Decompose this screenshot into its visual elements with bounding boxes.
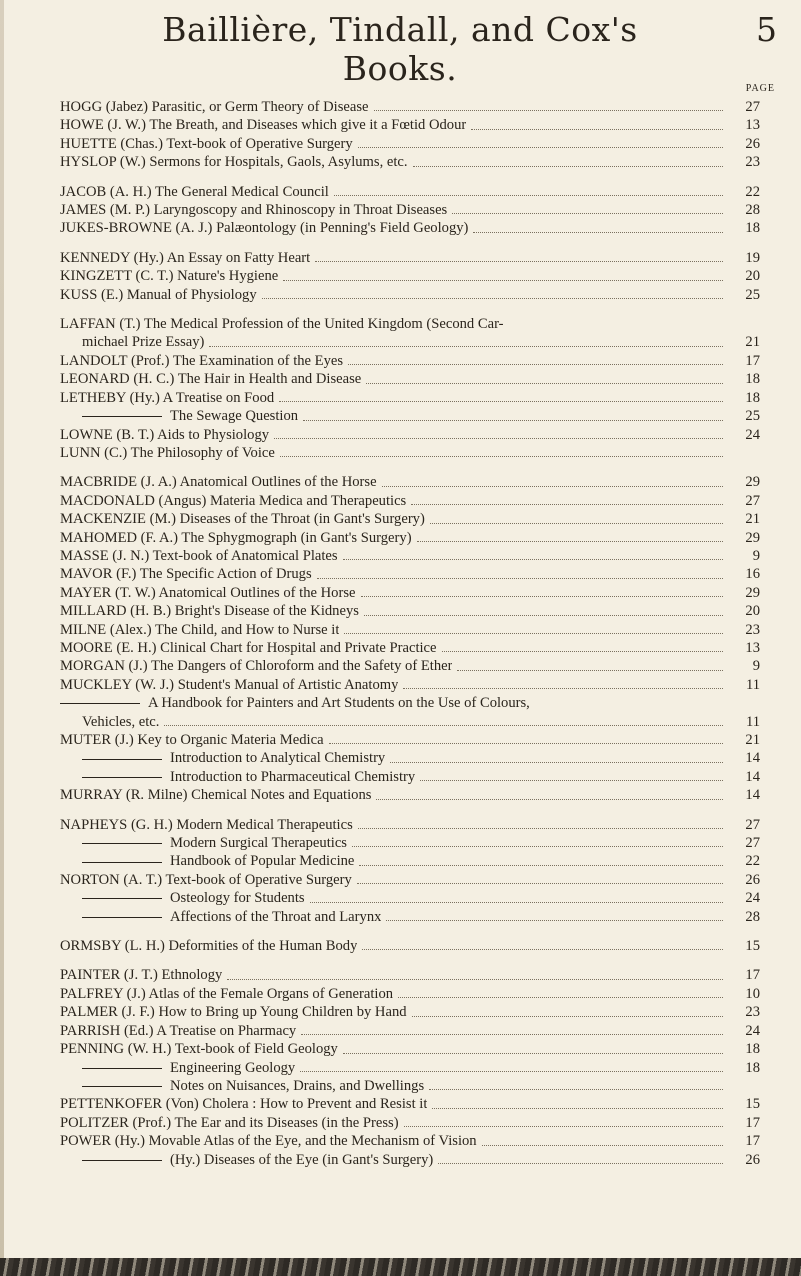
index-entry [60, 267, 760, 285]
dot-leader [262, 298, 723, 299]
entry-page-number: 20 [745, 603, 760, 620]
index-entry [60, 937, 760, 955]
dot-leader [361, 596, 724, 597]
entry-title: MUCKLEY (W. J.) Student's Manual of Artistic Anatomy [60, 676, 399, 693]
ditto-rule [60, 703, 140, 704]
entry-title: The Sewage Question [170, 408, 299, 425]
entry-title: LUNN (C.) The Philosophy of Voice [60, 444, 275, 461]
entry-title: LANDOLT (Prof.) The Examination of the Eyes [60, 352, 344, 369]
author-index [60, 98, 760, 1180]
dot-leader [404, 1126, 723, 1127]
entry-page-number: 9 [752, 547, 760, 564]
index-entry [60, 676, 760, 694]
entry-page-number: 26 [745, 1151, 760, 1168]
entry-title: PAINTER (J. T.) Ethnology [60, 967, 223, 984]
index-entry [60, 183, 760, 201]
entry-title: MAYER (T. W.) Anatomical Outlines of the Horse [60, 584, 356, 601]
entry-title: MILNE (Alex.) The Child, and How to Nurse it [60, 621, 340, 638]
index-entry [60, 786, 760, 804]
entry-page-number: 15 [745, 1096, 760, 1113]
entry-title: POLITZER (Prof.) The Ear and its Diseases (in the Press) [60, 1114, 399, 1131]
entry-page-number: 27 [745, 835, 760, 852]
dot-leader [413, 166, 723, 167]
index-entry [60, 1095, 760, 1113]
dot-leader [303, 420, 723, 421]
index-entry [60, 1040, 760, 1058]
entry-title: A Handbook for Painters and Art Students on the Use of Colours, [148, 695, 530, 712]
dot-leader [357, 883, 723, 884]
entry-title: JAMES (M. P.) Laryngoscopy and Rhinoscopy in Throat Diseases [60, 202, 448, 219]
entry-title: LAFFAN (T.) The Medical Profession of the United Kingdom (Second Car- [60, 316, 504, 333]
page-number: 5 [756, 10, 777, 49]
index-group [60, 816, 760, 926]
page-column-label: PAGE [745, 83, 775, 94]
index-entry [60, 529, 760, 547]
index-entry [60, 1059, 760, 1077]
entry-title: PENNING (W. H.) Text-book of Field Geology [60, 1041, 338, 1058]
entry-title: KENNEDY (Hy.) An Essay on Fatty Heart [60, 249, 311, 266]
index-entry [60, 249, 760, 267]
entry-title: MASSE (J. N.) Text-book of Anatomical Plates [60, 547, 338, 564]
entry-page-number: 21 [745, 334, 760, 351]
dot-leader [317, 578, 723, 579]
index-entry [60, 694, 760, 731]
entry-title: JUKES-BROWNE (A. J.) Palæontology (in Penning's Field Geology) [60, 220, 469, 237]
entry-page-number: 24 [745, 890, 760, 907]
entry-title: Introduction to Pharmaceutical Chemistry [170, 768, 416, 785]
dot-leader [471, 129, 723, 130]
index-entry [60, 731, 760, 749]
entry-page-number: 10 [745, 985, 760, 1002]
dot-leader [482, 1145, 723, 1146]
dot-leader [411, 504, 723, 505]
entry-page-number: 11 [745, 713, 760, 730]
entry-title: MAHOMED (F. A.) The Sphygmograph (in Gant's Surgery) [60, 529, 412, 546]
entry-title: Introduction to Analytical Chemistry [170, 750, 386, 767]
entry-page-number: 18 [745, 220, 760, 237]
entry-page-number: 22 [745, 853, 760, 870]
entry-page-number: 16 [745, 566, 760, 583]
ditto-rule [82, 416, 162, 417]
index-group [60, 966, 760, 1168]
dot-leader [364, 615, 723, 616]
dot-leader [386, 920, 723, 921]
entry-page-number: 29 [745, 584, 760, 601]
entry-title: HUETTE (Chas.) Text-book of Operative Surgery [60, 135, 353, 152]
index-group [60, 315, 760, 462]
dot-leader [343, 559, 723, 560]
index-entry [60, 492, 760, 510]
dot-leader [301, 1034, 723, 1035]
dot-leader [438, 1163, 723, 1164]
index-entry [60, 135, 760, 153]
entry-page-number: 20 [745, 268, 760, 285]
index-entry [60, 1132, 760, 1150]
dot-leader [457, 670, 723, 671]
entry-title: Notes on Nuisances, Drains, and Dwellings [170, 1077, 425, 1094]
entry-page-number: 17 [745, 967, 760, 984]
entry-title: NORTON (A. T.) Text-book of Operative Surgery [60, 871, 352, 888]
entry-title: LEONARD (H. C.) The Hair in Health and Disease [60, 371, 362, 388]
entry-page-number: 23 [745, 621, 760, 638]
index-entry [60, 444, 760, 462]
entry-page-number: 28 [745, 202, 760, 219]
dot-leader [390, 762, 723, 763]
ditto-rule [82, 759, 162, 760]
entry-title: MUTER (J.) Key to Organic Materia Medica [60, 732, 324, 748]
dot-leader [274, 438, 723, 439]
entry-page-number: 23 [745, 154, 760, 171]
dot-leader [334, 195, 723, 196]
dot-leader [374, 110, 723, 111]
entry-page-number: 18 [745, 1041, 760, 1058]
index-entry [60, 889, 760, 907]
index-entry [60, 370, 760, 388]
index-entry [60, 584, 760, 602]
entry-title: HOGG (Jabez) Parasitic, or Germ Theory of Disease [60, 99, 369, 115]
index-group [60, 937, 760, 955]
entry-page-number: 28 [745, 908, 760, 925]
ditto-rule [82, 1160, 162, 1161]
index-entry [60, 116, 760, 134]
dot-leader [300, 1071, 723, 1072]
dot-leader [382, 486, 723, 487]
entry-title: MAVOR (F.) The Specific Action of Drugs [60, 566, 312, 583]
entry-title: Affections of the Throat and Larynx [170, 908, 382, 925]
index-entry [60, 510, 760, 528]
entry-page-number: 29 [745, 474, 760, 491]
entry-title: LETHEBY (Hy.) A Treatise on Food [60, 389, 275, 406]
dot-leader [432, 1108, 723, 1109]
index-entry [60, 389, 760, 407]
entry-page-number: 24 [745, 1022, 760, 1039]
dot-leader [310, 902, 723, 903]
dot-leader [352, 846, 723, 847]
dot-leader [398, 997, 723, 998]
index-entry [60, 1022, 760, 1040]
index-group [60, 249, 760, 304]
entry-title: PETTENKOFER (Von) Cholera : How to Prevent and Resist it [60, 1096, 428, 1113]
entry-page-number: 9 [752, 658, 760, 675]
index-entry [60, 315, 760, 352]
index-entry [60, 749, 760, 767]
entry-title: Osteology for Students [170, 890, 305, 907]
entry-page-number: 24 [745, 426, 760, 443]
entry-page-number: 27 [745, 816, 760, 833]
entry-page-number: 27 [745, 492, 760, 509]
index-entry [60, 816, 760, 834]
entry-title: MACBRIDE (J. A.) Anatomical Outlines of the Horse [60, 474, 377, 491]
index-entry [60, 473, 760, 491]
entry-title: LOWNE (B. T.) Aids to Physiology [60, 426, 270, 443]
entry-title: HOWE (J. W.) The Breath, and Diseases which give it a Fœtid Odour [60, 117, 467, 134]
entry-title: MOORE (E. H.) Clinical Chart for Hospital and Private Practice [60, 639, 437, 656]
index-entry [60, 153, 760, 171]
entry-page-number: 13 [745, 117, 760, 134]
index-entry [60, 352, 760, 370]
entry-title: HYSLOP (W.) Sermons for Hospitals, Gaols, Asylums, etc. [60, 154, 408, 171]
entry-page-number: 15 [745, 938, 760, 955]
entry-page-number: 13 [745, 639, 760, 656]
entry-page-number: 11 [745, 676, 760, 693]
entry-title: KUSS (E.) Manual of Physiology [60, 286, 257, 303]
index-entry [60, 871, 760, 889]
index-entry [60, 966, 760, 984]
entry-title: MURRAY (R. Milne) Chemical Notes and Equations [60, 787, 372, 804]
entry-title: MACKENZIE (M.) Diseases of the Throat (in Gant's Surgery) [60, 511, 425, 528]
dot-leader [403, 688, 723, 689]
entry-title: MORGAN (J.) The Dangers of Chloroform and the Safety of Ether [60, 658, 453, 675]
dot-leader [412, 1016, 723, 1017]
entry-title: PALMER (J. F.) How to Bring up Young Children by Hand [60, 1004, 407, 1021]
index-entry [60, 286, 760, 304]
entry-title-continued: Vehicles, etc. [82, 713, 160, 730]
index-entry [60, 1151, 760, 1169]
index-entry [60, 908, 760, 926]
ditto-rule [82, 843, 162, 844]
entry-title-continued: michael Prize Essay) [82, 334, 205, 351]
ditto-rule [82, 898, 162, 899]
entry-page-number: 22 [745, 183, 760, 200]
page-bottom-edge [0, 1258, 801, 1276]
dot-leader [343, 1053, 723, 1054]
index-entry [60, 602, 760, 620]
entry-page-number: 14 [745, 768, 760, 785]
entry-page-number: 25 [745, 286, 760, 303]
entry-page-number: 18 [745, 1059, 760, 1076]
entry-title: Engineering Geology [170, 1059, 296, 1076]
dot-leader [376, 799, 723, 800]
dot-leader [452, 213, 723, 214]
dot-leader [329, 743, 723, 744]
dot-leader [358, 147, 723, 148]
ditto-rule [82, 1086, 162, 1087]
entry-page-number: 17 [745, 352, 760, 369]
entry-title: MACDONALD (Angus) Materia Medica and Therapeutics [60, 492, 407, 509]
entry-page-number: 26 [745, 871, 760, 888]
entry-title: POWER (Hy.) Movable Atlas of the Eye, and the Mechanism of Vision [60, 1133, 477, 1150]
ditto-rule [82, 777, 162, 778]
ditto-rule [82, 917, 162, 918]
entry-page-number: 17 [745, 1114, 760, 1131]
index-entry [60, 639, 760, 657]
index-entry [60, 621, 760, 639]
dot-leader [473, 232, 723, 233]
entry-page-number: 18 [745, 371, 760, 388]
dot-leader [366, 383, 723, 384]
dot-leader [430, 523, 723, 524]
index-entry [60, 657, 760, 675]
entry-page-number: 26 [745, 135, 760, 152]
entry-page-number: 23 [745, 1004, 760, 1021]
entry-page-number: 18 [745, 389, 760, 406]
dot-leader [164, 725, 723, 726]
dot-leader [359, 865, 723, 866]
entry-page-number: 14 [745, 787, 760, 804]
entry-page-number: 27 [745, 99, 760, 115]
entry-title: Modern Surgical Therapeutics [170, 835, 347, 852]
dot-leader [344, 633, 723, 634]
index-group [60, 98, 760, 172]
index-entry [60, 852, 760, 870]
entry-title: PALFREY (J.) Atlas of the Female Organs of Generation [60, 985, 394, 1002]
index-entry [60, 201, 760, 219]
entry-title: MILLARD (H. B.) Bright's Disease of the Kidneys [60, 603, 359, 620]
dot-leader [280, 456, 723, 457]
index-entry [60, 985, 760, 1003]
ditto-rule [82, 1068, 162, 1069]
running-head: Baillière, Tindall, and Cox's Books. [162, 10, 638, 88]
index-group [60, 183, 760, 238]
dot-leader [348, 364, 723, 365]
entry-title: NAPHEYS (G. H.) Modern Medical Therapeutics [60, 816, 353, 833]
index-entry [60, 547, 760, 565]
entry-page-number: 21 [745, 732, 760, 748]
entry-title: ORMSBY (L. H.) Deformities of the Human Body [60, 938, 358, 955]
dot-leader [209, 346, 723, 347]
entry-page-number: 25 [745, 408, 760, 425]
entry-title: Handbook of Popular Medicine [170, 853, 355, 870]
index-entry [60, 1077, 760, 1095]
dot-leader [442, 651, 723, 652]
index-entry [60, 219, 760, 237]
entry-page-number: 14 [745, 750, 760, 767]
index-group [60, 473, 760, 804]
dot-leader [358, 828, 723, 829]
ditto-rule [82, 862, 162, 863]
index-entry [60, 98, 760, 116]
entry-page-number: 19 [745, 249, 760, 266]
entry-page-number: 21 [745, 511, 760, 528]
index-entry [60, 768, 760, 786]
index-entry [60, 426, 760, 444]
dot-leader [227, 979, 723, 980]
entry-title: KINGZETT (C. T.) Nature's Hygiene [60, 268, 279, 285]
index-entry [60, 1003, 760, 1021]
dot-leader [417, 541, 723, 542]
entry-title: PARRISH (Ed.) A Treatise on Pharmacy [60, 1022, 297, 1039]
entry-title: JACOB (A. H.) The General Medical Council [60, 183, 329, 200]
dot-leader [283, 280, 723, 281]
dot-leader [315, 261, 723, 262]
dot-leader [279, 401, 723, 402]
entry-title: (Hy.) Diseases of the Eye (in Gant's Surgery) [170, 1151, 434, 1168]
page-edge [0, 0, 4, 1276]
index-entry [60, 565, 760, 583]
dot-leader [429, 1089, 723, 1090]
entry-page-number: 29 [745, 529, 760, 546]
dot-leader [420, 780, 723, 781]
index-entry [60, 407, 760, 425]
index-entry [60, 1114, 760, 1132]
entry-page-number: 17 [745, 1133, 760, 1150]
dot-leader [362, 949, 723, 950]
index-entry [60, 834, 760, 852]
